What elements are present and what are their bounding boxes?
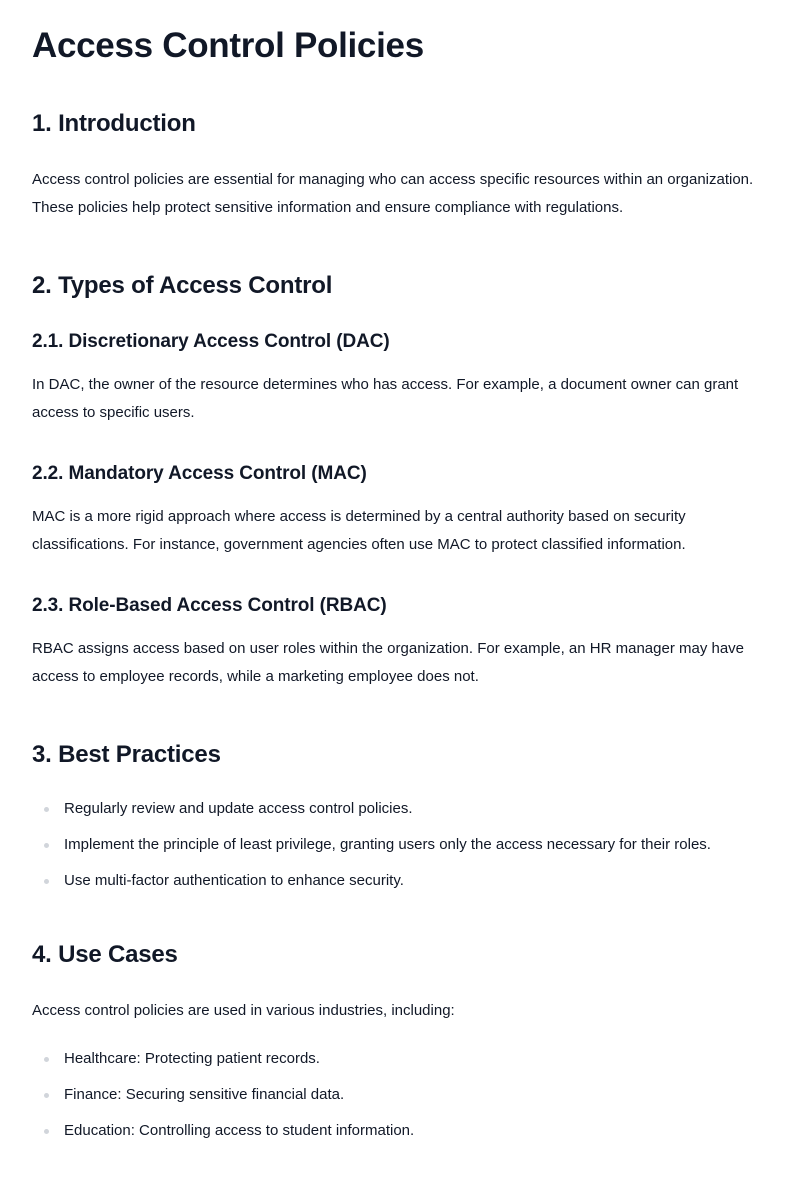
section-types bbox=[32, 270, 768, 691]
subsection-paragraph-mac: MAC is a more rigid approach where access is determined by a central authority based on security classifications. For instance, government agencies often use MAC to protect classified information. bbox=[32, 508, 686, 553]
best-practices-list bbox=[32, 799, 768, 891]
section-introduction bbox=[32, 108, 768, 222]
section-heading: 4. Use Cases bbox=[32, 941, 178, 968]
use-cases-list bbox=[32, 1049, 768, 1141]
section-heading: 2. Types of Access Control bbox=[32, 272, 333, 299]
section-heading: 3. Best Practices bbox=[32, 741, 221, 768]
list-item: Education: Controlling access to student information. bbox=[32, 1121, 768, 1141]
subsection-paragraph-dac: In DAC, the owner of the resource determines who has access. For example, a document owner can grant access to specific users. bbox=[32, 376, 739, 421]
section-use-cases bbox=[32, 939, 768, 1141]
section-paragraph: Access control policies are used in various industries, including: bbox=[32, 1002, 455, 1019]
list-item: Use multi-factor authentication to enhance security. bbox=[32, 871, 768, 891]
subsection-heading-rbac: 2.3. Role-Based Access Control (RBAC) bbox=[32, 595, 387, 616]
list-item: Implement the principle of least privilege, granting users only the access necessary for their roles. bbox=[32, 835, 768, 855]
subsection-heading-dac: 2.1. Discretionary Access Control (DAC) bbox=[32, 331, 390, 352]
list-item: Regularly review and update access control policies. bbox=[32, 799, 768, 819]
section-paragraph: Access control policies are essential for managing who can access specific resources within an organization. These policies help protect sensitive information and ensure compliance with regulations. bbox=[32, 171, 754, 216]
subsection-paragraph-rbac: RBAC assigns access based on user roles within the organization. For example, an HR manager may have access to employee records, while a marketing employee does not. bbox=[32, 640, 745, 685]
list-item: Healthcare: Protecting patient records. bbox=[32, 1049, 768, 1069]
subsection-heading-mac: 2.2. Mandatory Access Control (MAC) bbox=[32, 463, 367, 484]
page-title: Access Control Policies bbox=[32, 26, 424, 65]
section-best-practices bbox=[32, 739, 768, 891]
list-item: Finance: Securing sensitive financial data. bbox=[32, 1085, 768, 1105]
section-heading: 1. Introduction bbox=[32, 110, 196, 137]
